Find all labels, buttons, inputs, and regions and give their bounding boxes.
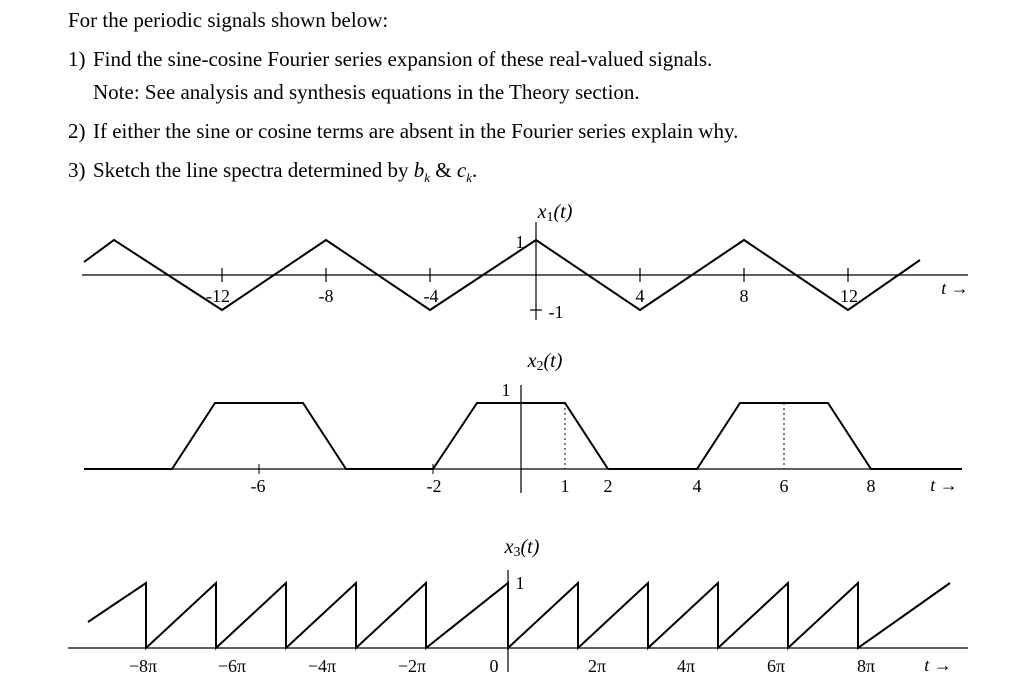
x1-axis-label: t →	[941, 278, 969, 298]
x2-tick-label: 1	[560, 476, 570, 496]
x1-tick-label: 12	[840, 286, 858, 306]
x2-tick-label: 2	[603, 476, 613, 496]
x3-plot	[68, 536, 968, 676]
x3-axis-label: t →	[924, 655, 952, 675]
question-2-text: If either the sine or cosine terms are absent in the Fourier series explain why.	[93, 119, 739, 143]
x1-tick-label: -12	[206, 286, 230, 306]
x1-y-tick-label: 1	[515, 232, 525, 252]
x2-waveform	[84, 403, 962, 469]
x1-tick-label: 4	[635, 286, 645, 306]
x3-tick-label: −8π	[128, 656, 158, 676]
question-1-note: Note: See analysis and synthesis equations in the Theory section.	[93, 80, 640, 104]
x3-tick-label: 6π	[766, 656, 786, 676]
x1-title: x1(t)	[537, 201, 573, 225]
x2-tick-label: 4	[692, 476, 702, 496]
x3-tick-label: −6π	[217, 656, 247, 676]
question-2-number: 2)	[68, 119, 86, 143]
x2-plot	[84, 350, 962, 496]
question-3-text: Sketch the line spectra determined by	[93, 158, 414, 182]
x1-tick-label: 8	[739, 286, 749, 306]
question-3: 3) Sketch the line spectra determined by $b_k$ & $c_k$.	[68, 158, 478, 186]
x2-title: x2(t)	[527, 350, 563, 374]
x3-tick-label: 0	[489, 656, 499, 676]
x3-tick-label: 8π	[856, 656, 876, 676]
x3-tick-label: 4π	[676, 656, 696, 676]
c-k-symbol: $c_k$	[456, 158, 472, 186]
x3-title: x3(t)	[504, 536, 540, 560]
question-3-number: 3)	[68, 158, 86, 182]
x2-tick-label: 8	[866, 476, 876, 496]
x3-y-tick-label: 1	[515, 573, 525, 593]
x1-plot	[82, 201, 969, 322]
x2-tick-label: 6	[779, 476, 789, 496]
x1-tick-label: -4	[423, 286, 439, 306]
problem-intro: For the periodic signals shown below:	[68, 8, 389, 32]
question-1-text: Find the sine-cosine Fourier series expansion of these real-valued signals.	[93, 47, 713, 71]
question-1-number: 1)	[68, 47, 86, 71]
x2-tick-label: -6	[250, 476, 266, 496]
x3-tick-label: 2π	[587, 656, 607, 676]
x2-y-tick-label: 1	[501, 380, 511, 400]
x1-tick-label: -8	[318, 286, 334, 306]
b-k-symbol: $b_k$	[413, 158, 431, 186]
x2-tick-label: -2	[426, 476, 442, 496]
x2-axis-label: t →	[930, 475, 958, 495]
x3-tick-label: −2π	[397, 656, 427, 676]
x1-y-tick-label: -1	[548, 302, 564, 322]
x3-tick-label: −4π	[307, 656, 337, 676]
